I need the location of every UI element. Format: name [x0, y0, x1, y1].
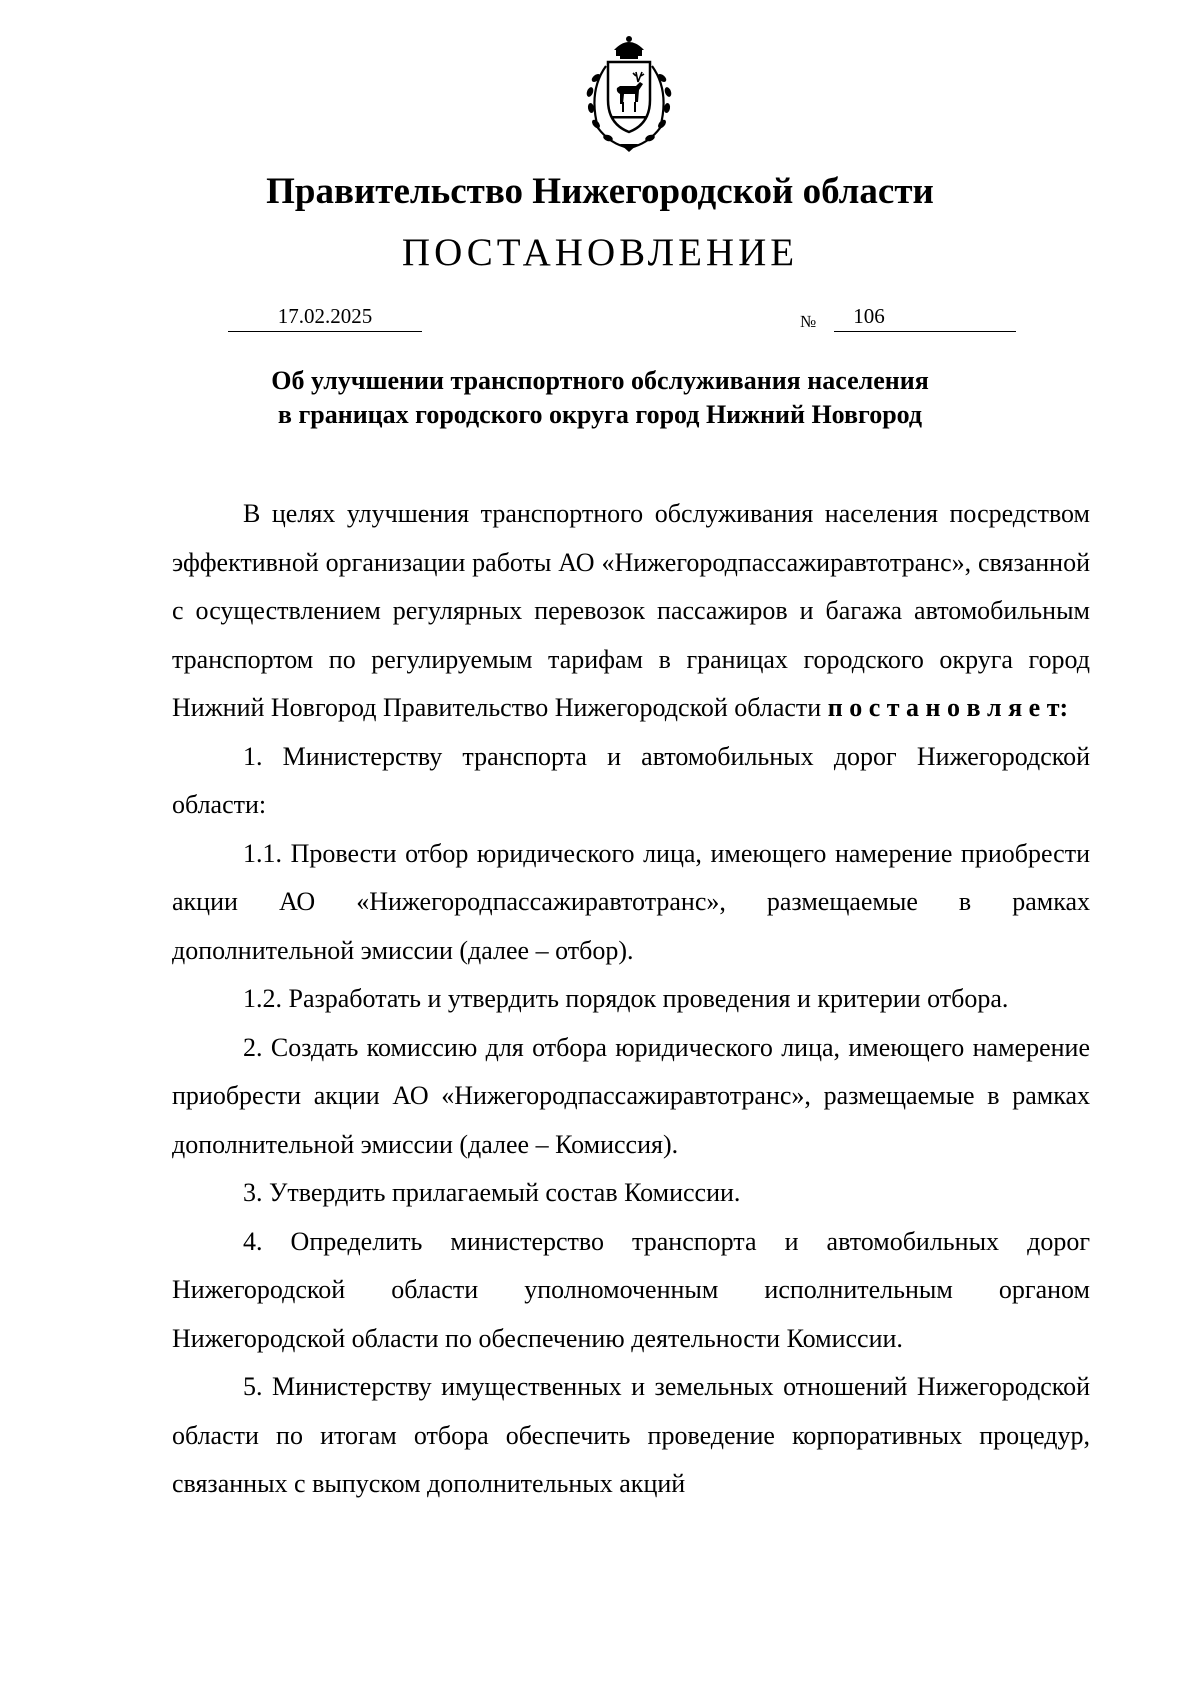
body-paragraph: 1. Министерству транспорта и автомобильных дорог Нижегородской области: [172, 741, 1090, 819]
body-paragraph: 3. Утвердить прилагаемый состав Комиссии. [243, 1178, 741, 1207]
document-subject [0, 364, 1200, 432]
document-number: 106 [853, 304, 885, 328]
preamble-paragraph [172, 490, 1090, 733]
document-date: 17.02.2025 [228, 303, 422, 332]
body-paragraph: 1.1. Провести отбор юридического лица, имеющего намерение приобрести акции АО «Нижегородпассажиравтотранс», размещаемые в рамках дополнительной эмиссии (далее – отбор). [172, 838, 1090, 965]
body-paragraph: 4. Определить министерство транспорта и автомобильных дорог Нижегородской области уполномоченным исполнительным органом Нижегородской области по обеспечению деятельности Комиссии. [172, 1226, 1090, 1353]
document-subject-text: Об улучшении транспортного обслуживания населения в границах городского округа город Нижний Новгород [271, 366, 929, 429]
coat-of-arms-emblem [576, 36, 682, 152]
body-paragraph: 5. Министерству имущественных и земельных отношений Нижегородской области по итогам отбора обеспечить проведение корпоративных процедур, связанных с выпуском дополнительных акций [172, 1372, 1090, 1498]
government-title: Правительство Нижегородской области [266, 171, 934, 212]
document-type: ПОСТАНОВЛЕНИЕ [401, 231, 799, 274]
body-paragraph: 1.2. Разработать и утвердить порядок проведения и критерии отбора. [243, 984, 1009, 1013]
decree-word: п о с т а н о в л я е т: [827, 693, 1069, 722]
preamble-text: В целях улучшения транспортного обслуживания населения посредством эффективной организации работы АО «Нижегородпассажиравтотранс», связанной с осуществлением регулярных перевозок пассажиров и багажа автомобильным транспортом по регулируемым тарифам в границах городского округа город Нижний Новгород Правительство Нижегородской области [172, 499, 1090, 722]
document-number-field [834, 303, 1016, 332]
number-sign: № [800, 312, 817, 331]
body-paragraph: 2. Создать комиссию для отбора юридического лица, имеющего намерение приобрести акции АО «Нижегородпассажиравтотранс», размещаемые в рамках дополнительной эмиссии (далее – Комиссия). [172, 1032, 1090, 1159]
document-body [172, 490, 1090, 1509]
